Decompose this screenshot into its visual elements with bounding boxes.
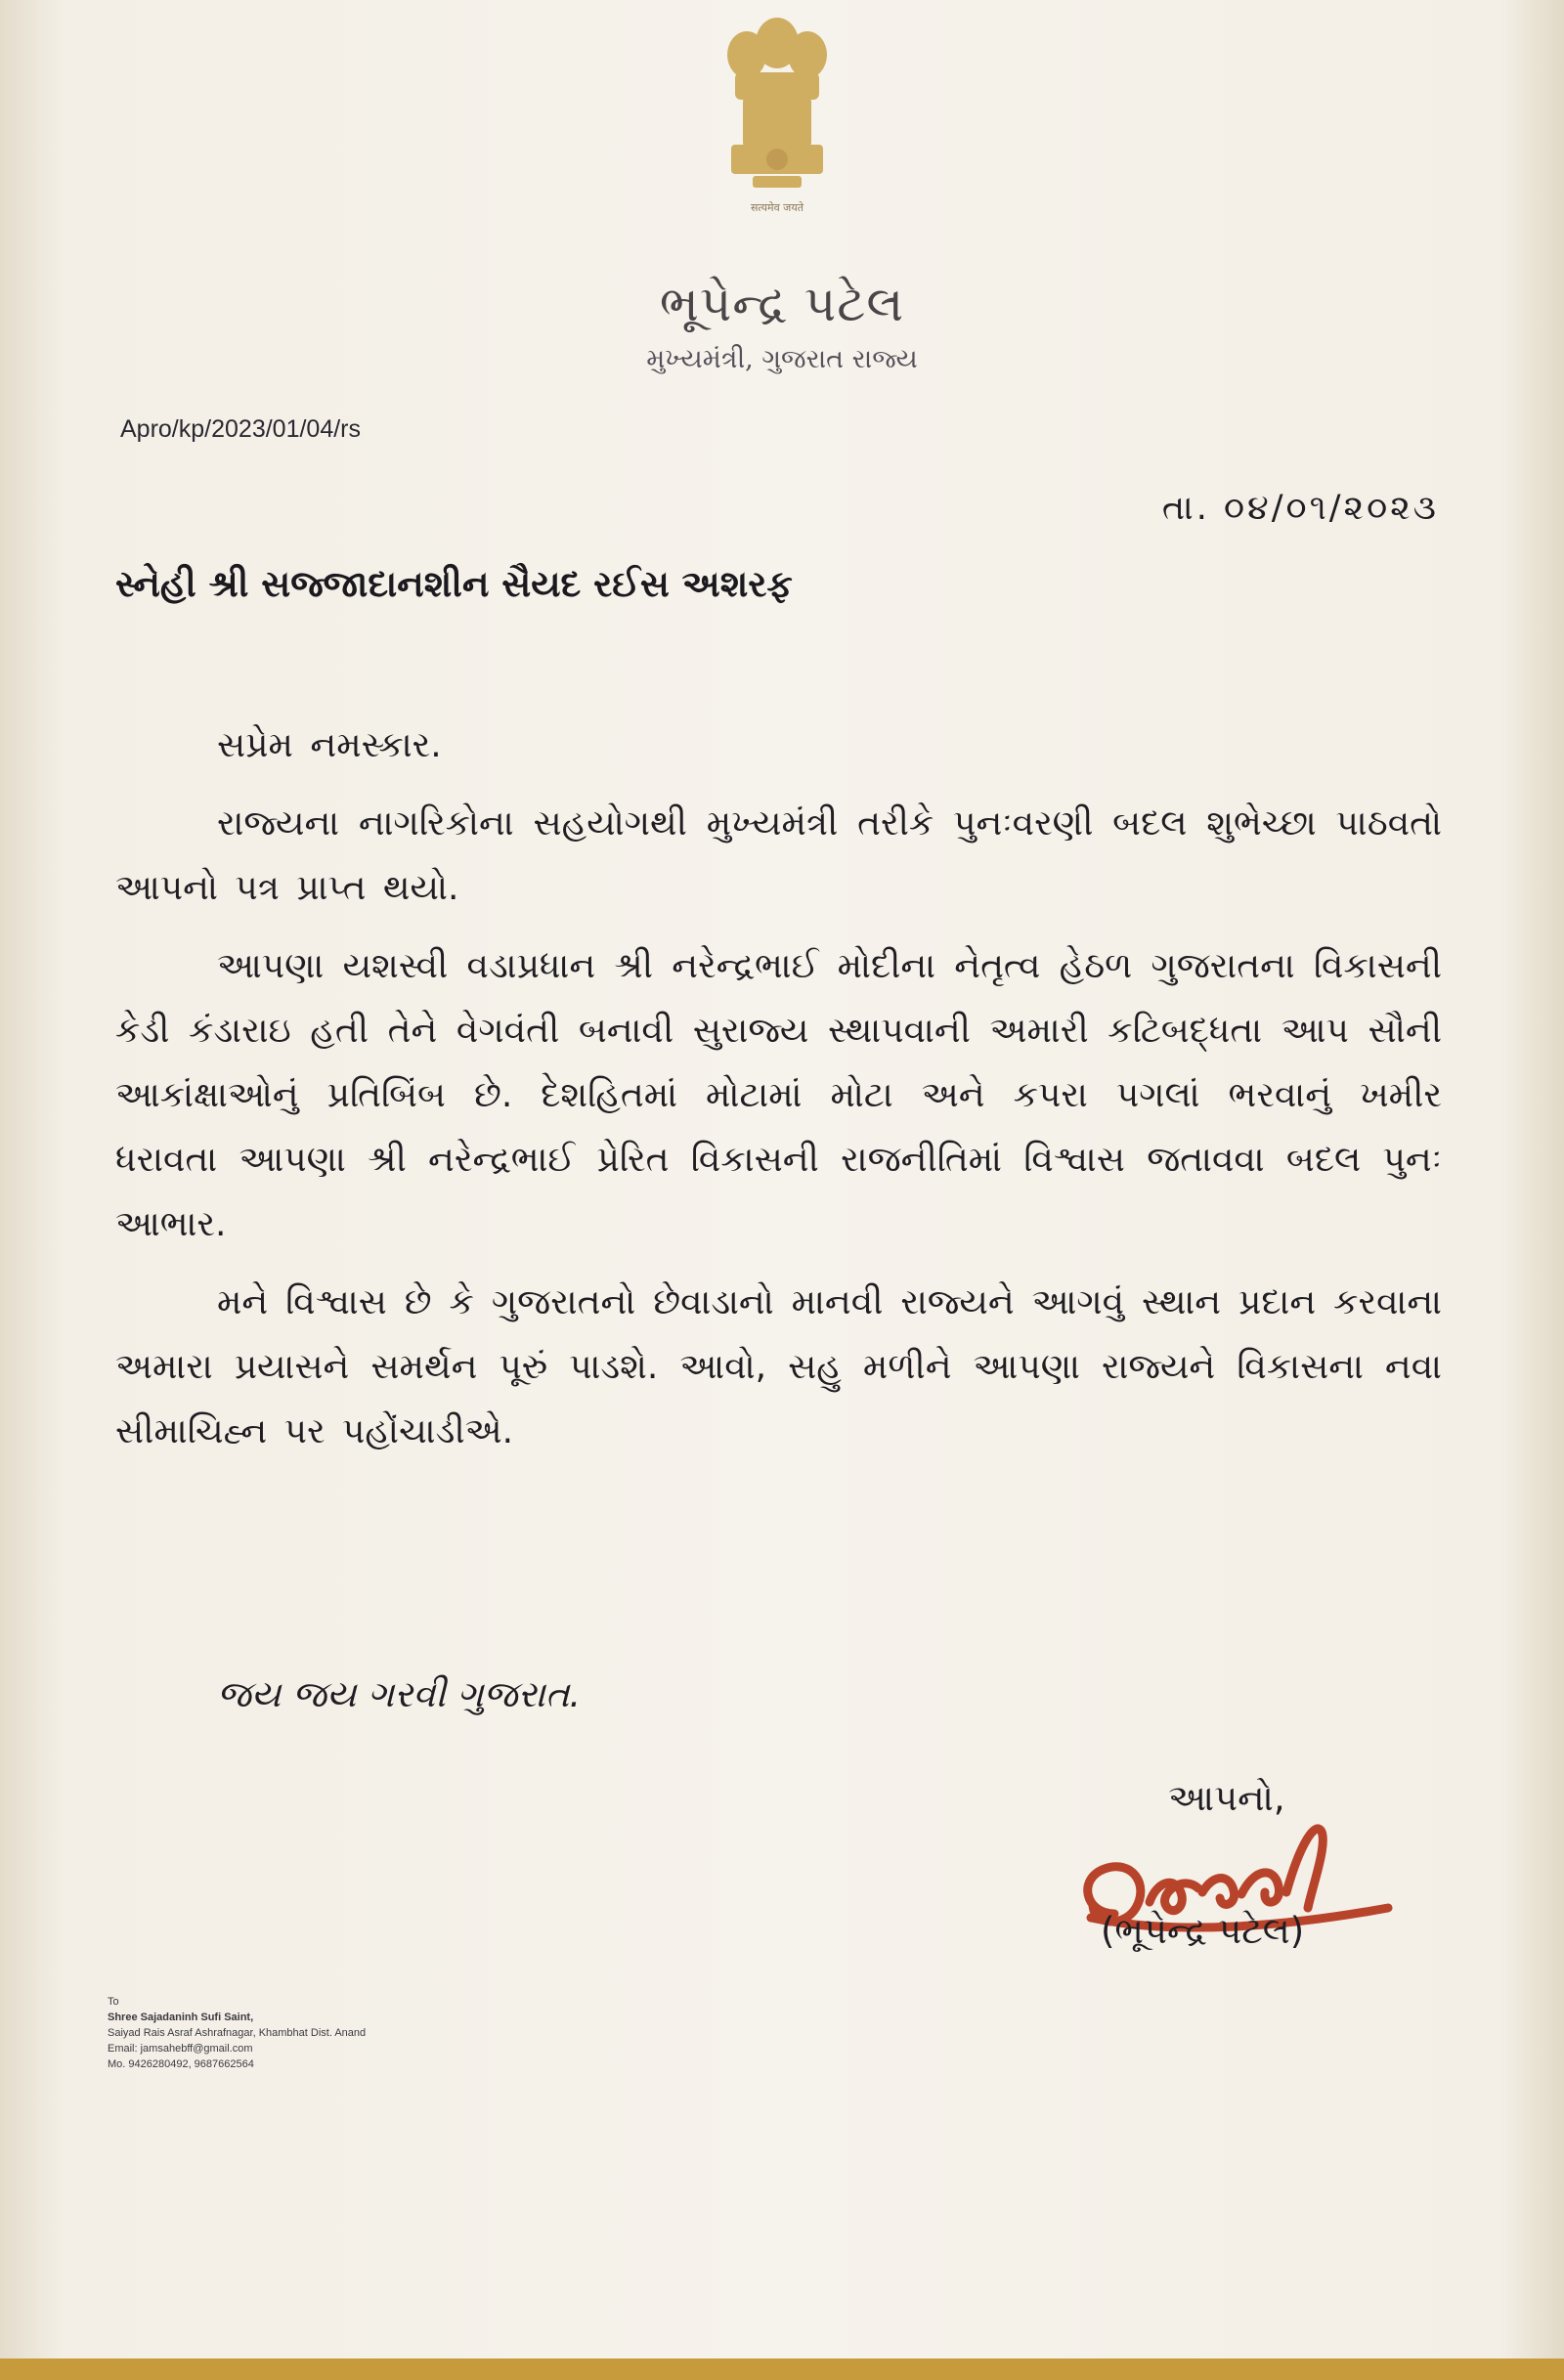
national-emblem-icon (706, 4, 848, 231)
letterhead-name: ભૂપેન્દ્ર પટેલ (659, 276, 905, 332)
letterhead-title: મુખ્યમંત્રી, ગુજરાત રાજ્ય (646, 344, 918, 374)
greeting: સપ્રેમ નમસ્કાર. (217, 725, 442, 765)
letter-date: તા. ૦૪/૦૧/૨૦૨૩ (1161, 489, 1439, 528)
recipient-address (108, 1994, 366, 2072)
body-paragraph: આપણા યશસ્વી વડાપ્રધાન શ્રી નરેન્દ્રભાઈ મોદીના નેતૃત્વ હેઠળ ગુજરાતના વિકાસની કેડી કંડારાઇ હતી તેને વેગવંતી બનાવી સુરાજ્ય સ્થાપવાની અમારી કટિબદ્ધતા આપ સૌની આકાંક્ષાઓનું પ્રતિબિંબ છે. દેશહિતમાં મોટામાં મોટા અને કપરા પગલાં ભરવાનું ખમીર ધરાવતા આપણા શ્રી નરેન્દ્રભાઈ પ્રેરિત વિકાસની રાજનીતિમાં વિશ્વાસ જતાવવા બદલ પુનઃ આભાર. (115, 946, 1442, 1244)
signer-name: (ભૂપેન્દ્ર પટેલ) (1101, 1910, 1305, 1952)
address-email: Email: jamsahebff@gmail.com (108, 2043, 253, 2055)
closing-line: જય જય ગરવી ગુજરાત. (217, 1673, 582, 1715)
sign-off: આપનો, (1168, 1777, 1285, 1819)
address-to: To (108, 1996, 119, 2008)
emblem-motto: सत्यमेव जयते (750, 201, 804, 214)
body-paragraph: મને વિશ્વાસ છે કે ગુજરાતનો છેવાડાનો માનવી રાજ્યને આગવું સ્થાન પ્રદાન કરવાના અમારા પ્રયાસને સમર્થન પૂરું પાડશે. આવો, સહુ મળીને આપણા રાજ્યને વિકાસના નવા સીમાચિહ્ન પર પહોંચાડીએ. (115, 1282, 1442, 1451)
salutation: સ્નેહી શ્રી સજ્જાદાનશીન સૈયદ રઈસ અશરફ (115, 563, 793, 605)
bottom-border-strip (0, 2358, 1564, 2380)
address-line: Saiyad Rais Asraf Ashrafnagar, Khambhat Dist. Anand (108, 2027, 367, 2039)
address-name: Shree Sajadaninh Sufi Saint, (108, 2012, 254, 2023)
letter-body (115, 714, 1442, 1464)
body-paragraph: રાજ્યના નાગરિકોના સહયોગથી મુખ્યમંત્રી તરીકે પુનઃવરણી બદલ શુભેચ્છા પાઠવતો આપનો પત્ર પ્રાપ્ત થયો. (115, 803, 1442, 908)
address-mobile: Mo. 9426280492, 9687662564 (108, 2058, 254, 2070)
reference-number: Apro/kp/2023/01/04/rs (120, 415, 361, 443)
